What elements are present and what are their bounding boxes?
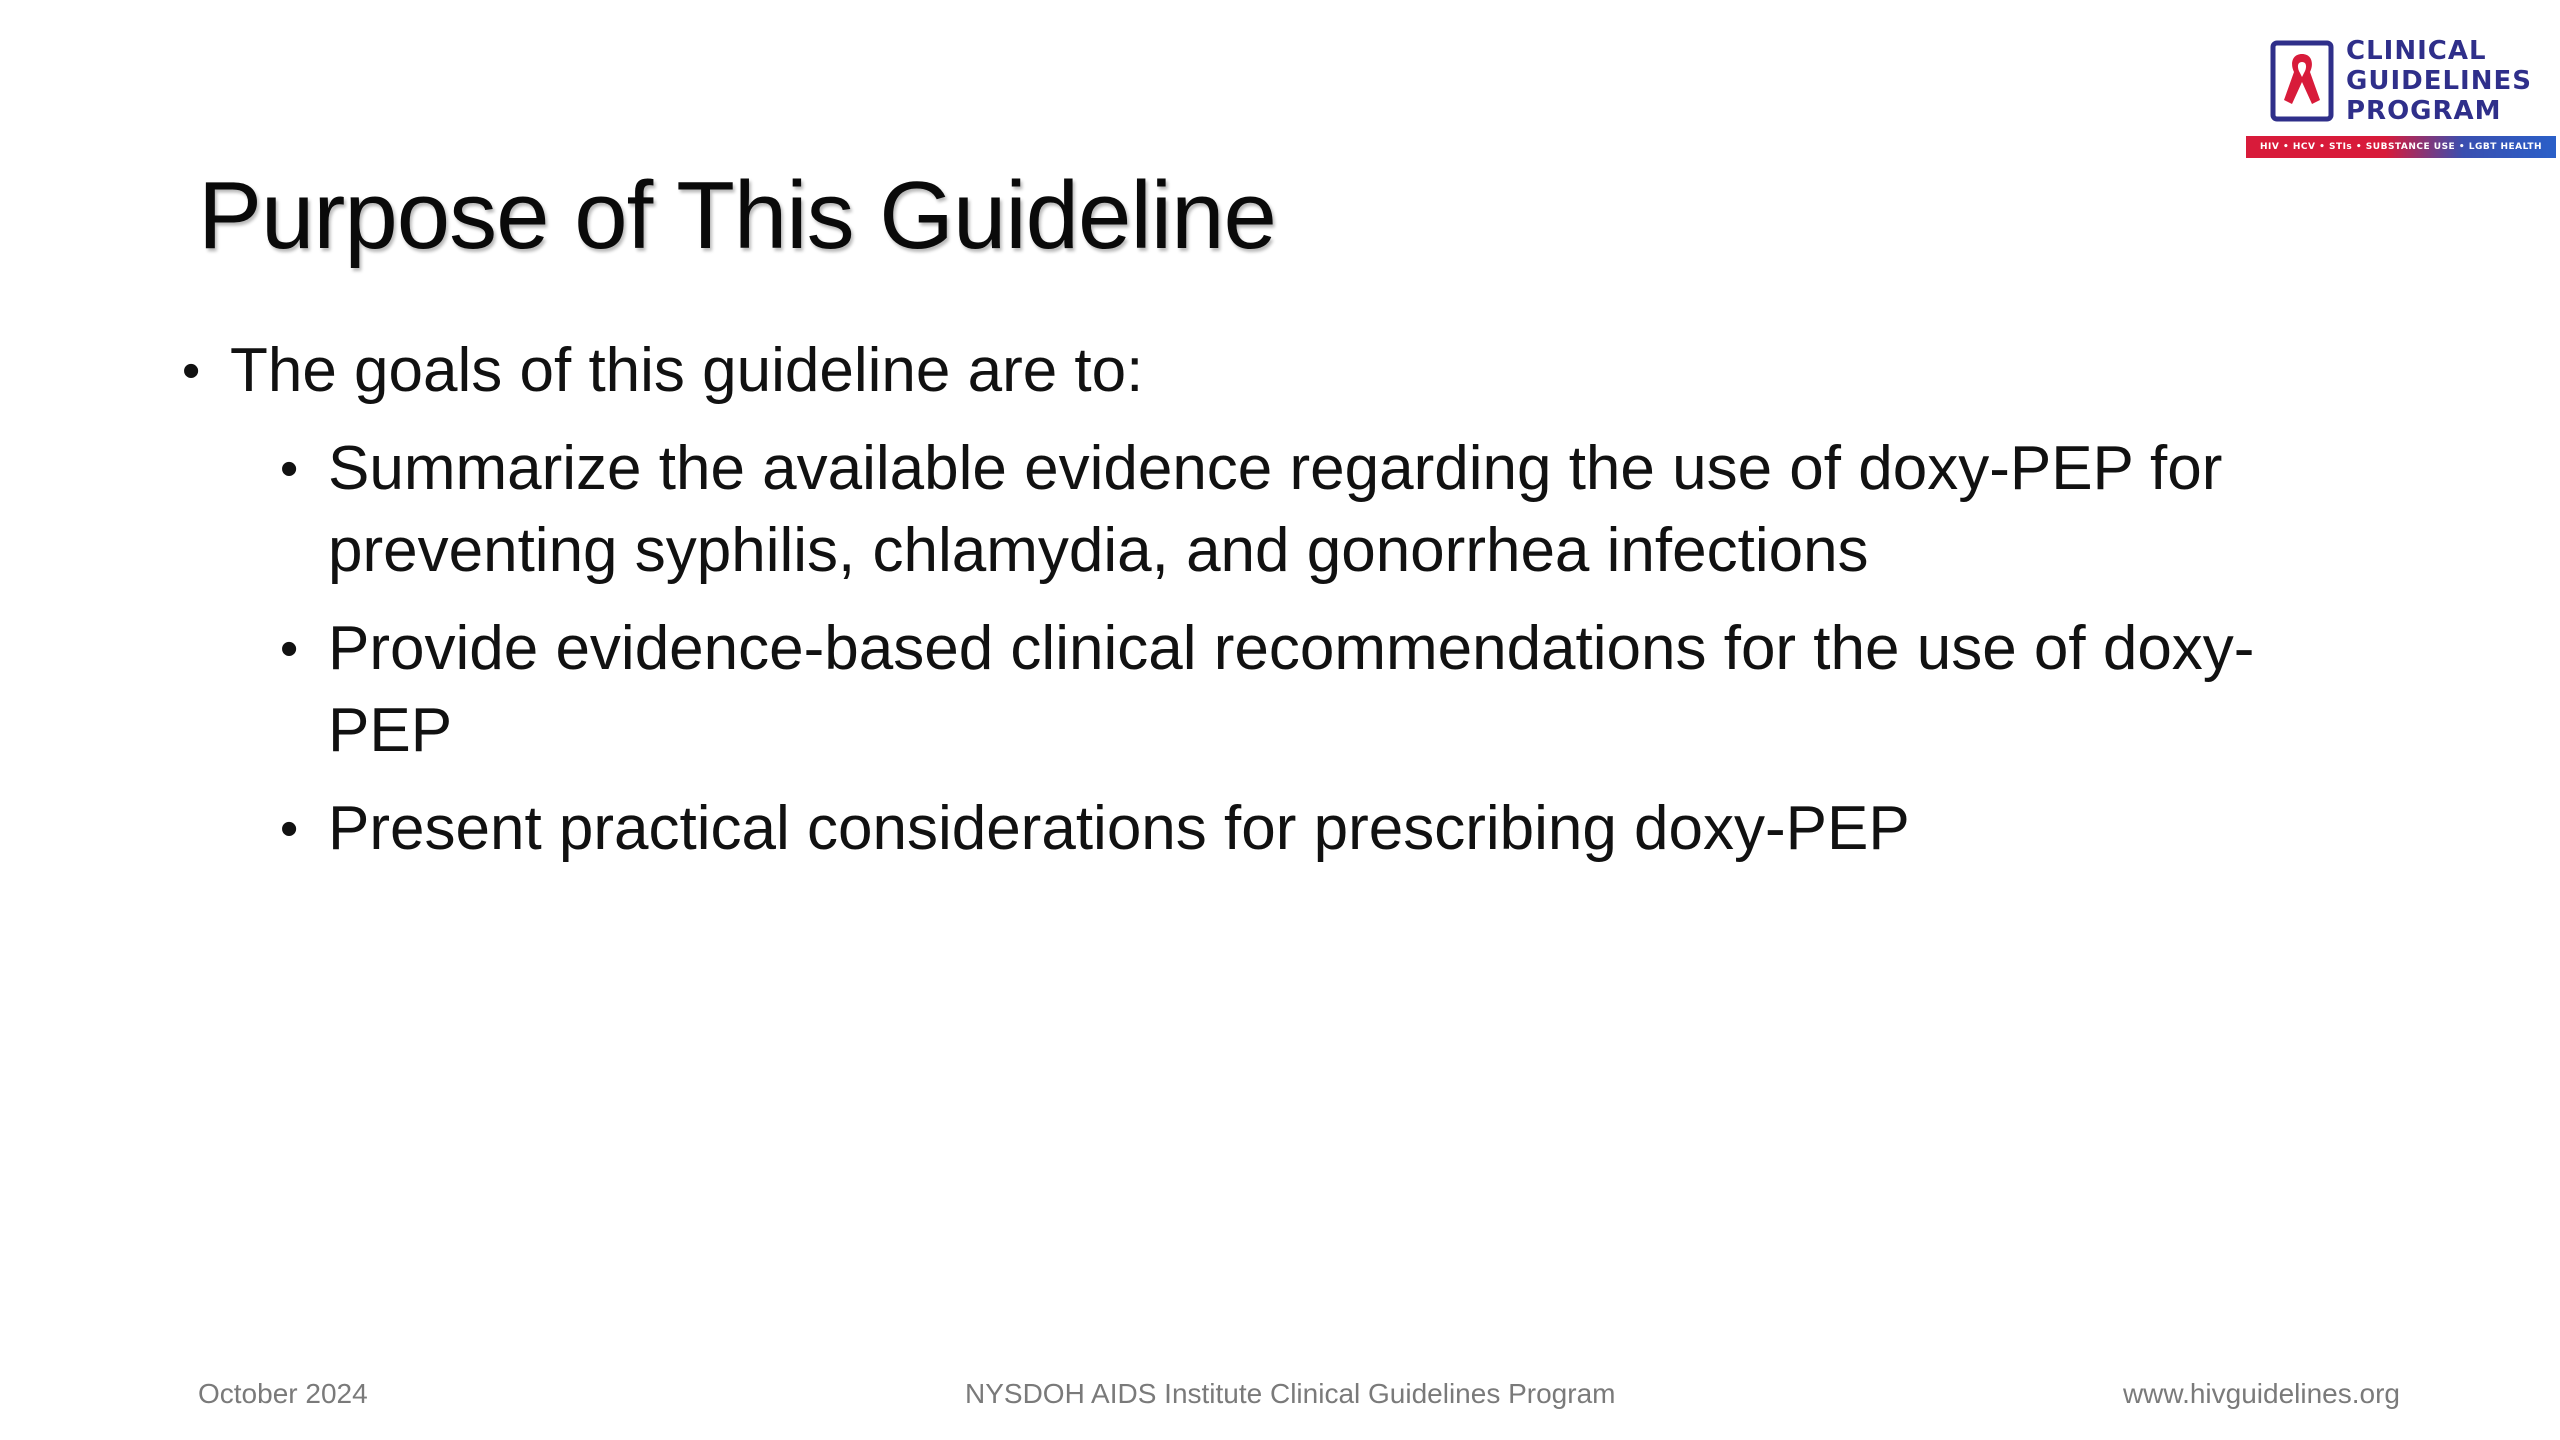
bullet-dot: • <box>182 342 201 400</box>
footer-program: NYSDOH AIDS Institute Clinical Guidelines Program <box>965 1378 1616 1409</box>
bullet-main <box>182 330 2362 412</box>
bullet-main-text: The goals of this guideline are to: <box>230 336 1144 405</box>
logo-line-1: CLINICAL <box>2346 36 2487 66</box>
bullet-dot: • <box>280 440 299 498</box>
logo-line-2: GUIDELINES <box>2346 66 2532 96</box>
slide-content <box>182 330 2362 870</box>
footer-date: October 2024 <box>198 1378 368 1409</box>
logo-line-3: PROGRAM <box>2346 96 2502 126</box>
bullet-dot: • <box>280 800 299 858</box>
bullet-dot: • <box>280 620 299 678</box>
clinical-guidelines-program-logo <box>2246 36 2556 162</box>
sub-bullet-2 <box>280 608 2362 772</box>
footer-website: www.hivguidelines.org <box>2122 1378 2400 1409</box>
sub-bullet-3 <box>280 788 2362 870</box>
sub-bullet-3-text: Present practical considerations for prescribing doxy-PEP <box>328 794 1910 863</box>
red-ribbon-icon <box>2270 40 2334 122</box>
sub-bullet-1-text: Summarize the available evidence regarding the use of doxy-PEP for preventing syphilis, chlamydia, and gonorrhea infections <box>328 434 2223 585</box>
slide-title: Purpose of This Guideline <box>198 162 1276 269</box>
sub-bullet-2-text: Provide evidence-based clinical recommendations for the use of doxy-PEP <box>328 614 2255 765</box>
logo-wordmark <box>2346 36 2532 126</box>
sub-bullet-1 <box>280 428 2362 592</box>
logo-tagline-bar: HIV • HCV • STIs • SUBSTANCE USE • LGBT HEALTH <box>2246 136 2556 158</box>
